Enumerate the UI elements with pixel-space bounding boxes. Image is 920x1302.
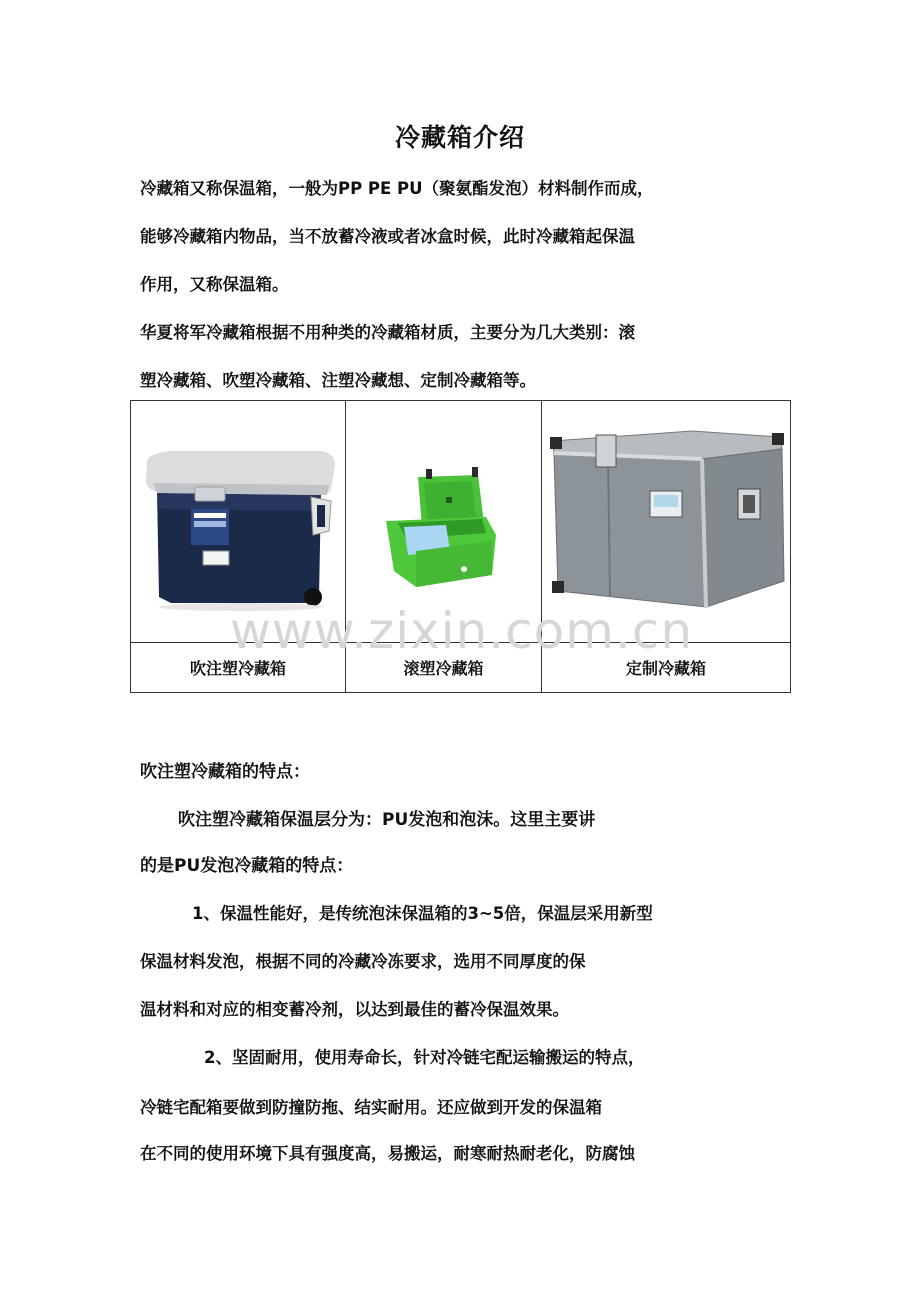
- image-row: [131, 401, 791, 643]
- section-heading: 吹注塑冷藏箱的特点：: [140, 762, 310, 782]
- body-line-3: 1、保温性能好，是传统泡沫保温箱的3~5倍，保温层采用新型: [192, 904, 653, 923]
- metal-case-cell: [542, 401, 791, 643]
- caption-rotomolded: 滚塑冷藏箱: [346, 643, 542, 693]
- green-cooler-image: [346, 401, 541, 642]
- intro-line-5: 塑冷藏箱、吹塑冷藏箱、注塑冷藏想、定制冷藏箱等。: [140, 371, 536, 390]
- green-cooler-cell: [346, 401, 542, 643]
- navy-cooler-image: [131, 401, 345, 642]
- navy-cooler-cell: [131, 401, 346, 643]
- body-line-8: 在不同的使用环境下具有强度高，易搬运，耐寒耐热耐老化，防腐蚀: [140, 1144, 635, 1163]
- body-line-1: 吹注塑冷藏箱保温层分为：PU发泡和泡沫。这里主要讲: [178, 810, 596, 830]
- caption-custom: 定制冷藏箱: [542, 643, 791, 693]
- metal-case-image: [542, 401, 790, 642]
- body-line-5: 温材料和对应的相变蓄冷剂，以达到最佳的蓄冷保温效果。: [140, 1000, 569, 1019]
- watermark: www.zixin.com.cn: [230, 602, 694, 660]
- page-title: 冷藏箱介绍: [394, 123, 525, 152]
- body-line-7: 冷链宅配箱要做到防撞防拖、结实耐用。还应做到开发的保温箱: [140, 1098, 602, 1117]
- caption-row: [131, 643, 791, 693]
- body-line-6: 2、坚固耐用，使用寿命长，针对冷链宅配运输搬运的特点，: [204, 1048, 645, 1067]
- body-line-4: 保温材料发泡，根据不同的冷藏冷冻要求，选用不同厚度的保: [140, 952, 586, 971]
- body-line-2: 的是PU发泡冷藏箱的特点：: [140, 856, 354, 876]
- cooler-comparison-table: [130, 400, 791, 693]
- intro-line-2: 能够冷藏箱内物品，当不放蓄冷液或者冰盒时候，此时冷藏箱起保温: [140, 227, 635, 246]
- intro-line-1: 冷藏箱又称保温箱，一般为PP PE PU（聚氨酯发泡）材料制作而成，: [140, 179, 654, 198]
- intro-line-3: 作用，又称保温箱。: [140, 275, 289, 294]
- intro-line-4: 华夏将军冷藏箱根据不用种类的冷藏箱材质，主要分为几大类别：滚: [140, 323, 635, 342]
- caption-blow-injection: 吹注塑冷藏箱: [131, 643, 346, 693]
